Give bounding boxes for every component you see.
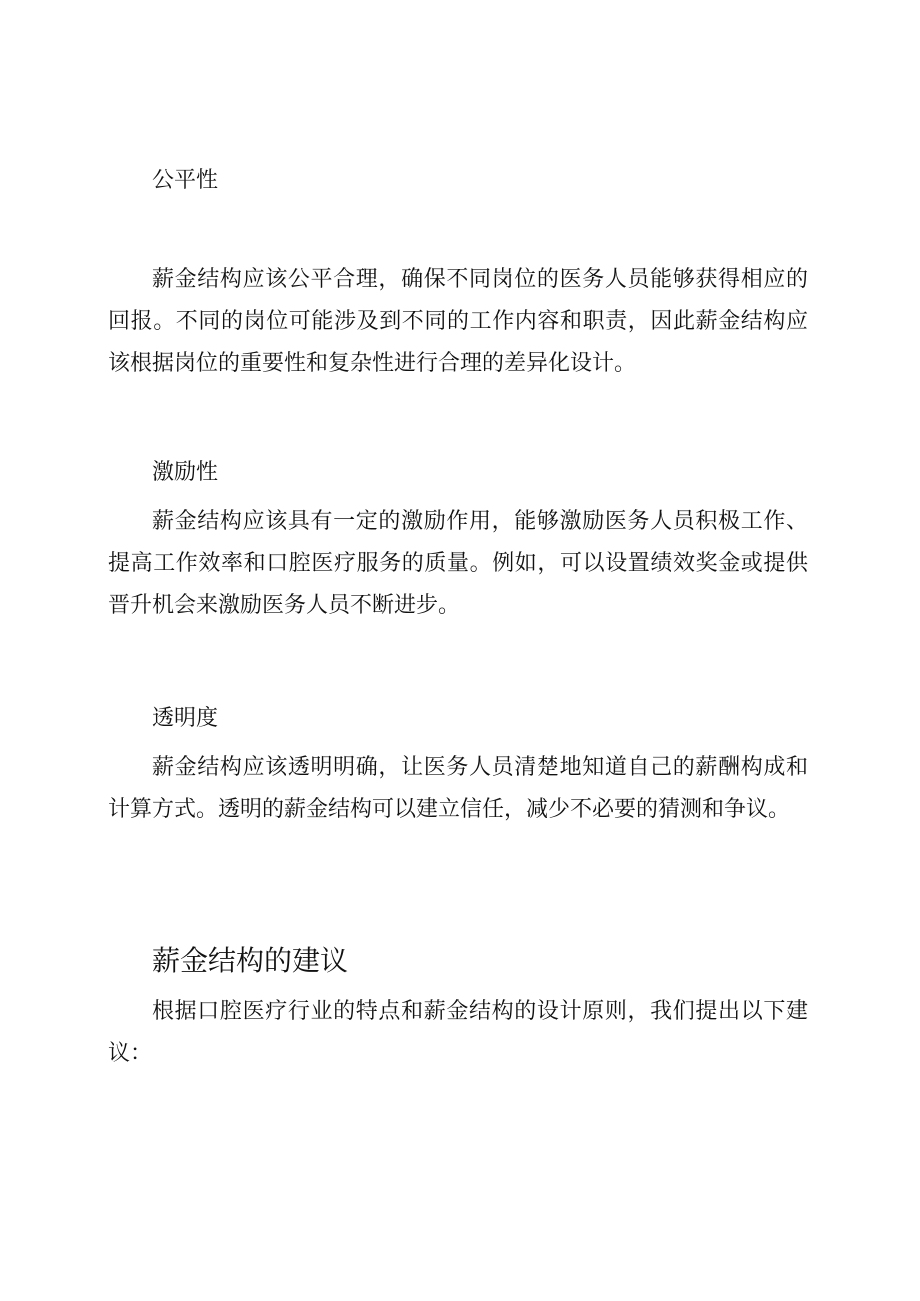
- heading-incentive: 激励性: [152, 460, 219, 485]
- paragraph-fairness: 薪金结构应该公平合理，确保不同岗位的医务人员能够获得相应的回报。不同的岗位可能涉及到不同的工作内容和职责，因此薪金结构应该根据岗位的重要性和复杂性进行合理的差异化设计。: [108, 267, 808, 376]
- paragraph-suggestions: 根据口腔医疗行业的特点和薪金结构的设计原则，我们提出以下建议：: [108, 999, 808, 1066]
- paragraph-transparency: 薪金结构应该透明明确，让医务人员清楚地知道自己的薪酬构成和计算方式。透明的薪金结构可以建立信任，减少不必要的猜测和争议。: [108, 755, 808, 822]
- heading-fairness: 公平性: [152, 168, 219, 193]
- heading-suggestions: 薪金结构的建议: [152, 944, 349, 977]
- heading-transparency: 透明度: [152, 706, 219, 731]
- paragraph-incentive: 薪金结构应该具有一定的激励作用，能够激励医务人员积极工作、提高工作效率和口腔医疗服务的质量。例如，可以设置绩效奖金或提供晋升机会来激励医务人员不断进步。: [108, 509, 808, 618]
